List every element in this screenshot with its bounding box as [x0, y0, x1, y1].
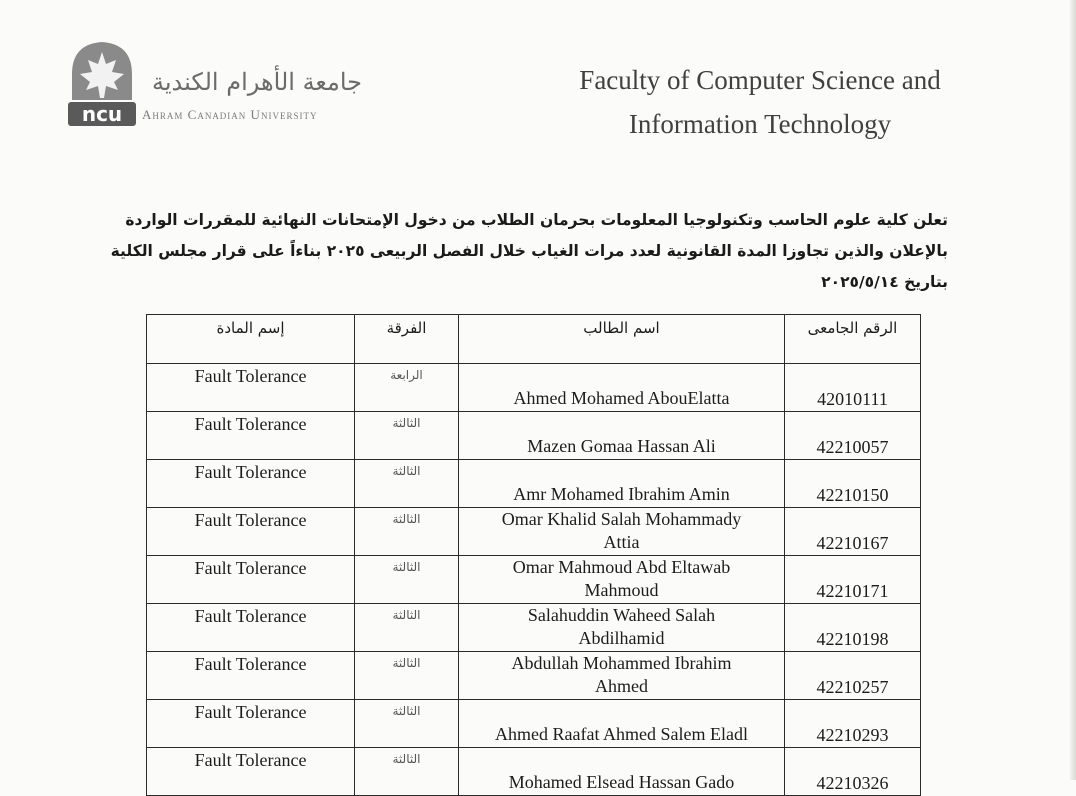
header-student-id: الرقم الجامعى: [785, 315, 921, 364]
cell-student-id: 42210057: [785, 412, 921, 460]
table-row: [147, 508, 921, 556]
cell-year: الثالثة: [355, 748, 459, 796]
cell-student-id: 42210171: [785, 556, 921, 604]
student-name-line-1: Abdullah Mohammed Ibrahim: [511, 653, 732, 673]
student-name-line-1: [459, 700, 784, 723]
logo-letters: ncu: [81, 102, 123, 126]
cell-student-id: 42210167: [785, 508, 921, 556]
announcement-line-3: بتاريخ ٢٠٢٥/٥/١٤: [821, 273, 948, 291]
cell-year: الثالثة: [355, 412, 459, 460]
student-name-line-2: Ahmed Raafat Ahmed Salem Eladl: [495, 724, 748, 744]
university-name-arabic: جامعة الأهرام الكندية: [151, 68, 363, 96]
cell-student-id: 42210198: [785, 604, 921, 652]
cell-year: الثالثة: [355, 604, 459, 652]
cell-year: الثالثة: [355, 652, 459, 700]
cell-student-name: [459, 508, 785, 556]
student-name-line-2: Ahmed: [595, 676, 648, 696]
student-name-line-2: Abdilhamid: [578, 628, 665, 648]
student-name-line-1: [459, 460, 784, 483]
cell-subject: Fault Tolerance: [147, 508, 355, 556]
faculty-title: [540, 58, 980, 146]
cell-student-name: [459, 604, 785, 652]
table-row: [147, 700, 921, 748]
student-name-line-1: Salahuddin Waheed Salah: [527, 605, 716, 625]
cell-year: الرابعة: [355, 364, 459, 412]
table-row: [147, 604, 921, 652]
maple-leaf-logo-icon: [66, 38, 138, 130]
cell-student-id: 42210150: [785, 460, 921, 508]
header-student-name: اسم الطالب: [459, 315, 785, 364]
student-name-line-1: [459, 364, 784, 387]
announcement-line-2: بالإعلان والذين تجاوزا المدة القانونية لعدد مرات الغياب خلال الفصل الربيعى ٢٠٢٥ بناءاً على قرار مجلس الكلية: [110, 242, 948, 260]
student-name-line-1: Omar Mahmoud Abd Eltawab: [512, 557, 731, 577]
table-row: [147, 652, 921, 700]
cell-year: الثالثة: [355, 460, 459, 508]
cell-student-name: [459, 556, 785, 604]
cell-subject: Fault Tolerance: [147, 412, 355, 460]
cell-student-name: [459, 700, 785, 748]
cell-subject: Fault Tolerance: [147, 364, 355, 412]
cell-student-name: [459, 364, 785, 412]
student-name-line-1: [459, 412, 784, 435]
deprived-students-table: [146, 314, 921, 796]
cell-year: الثالثة: [355, 700, 459, 748]
cell-year: الثالثة: [355, 508, 459, 556]
cell-subject: Fault Tolerance: [147, 748, 355, 796]
table-header-row: [147, 315, 921, 364]
student-name-line-2: Mahmoud: [584, 580, 659, 600]
page-edge-shadow: [1070, 0, 1076, 780]
student-name-line-2: Mazen Gomaa Hassan Ali: [527, 436, 716, 456]
cell-student-name: [459, 412, 785, 460]
table-row: [147, 364, 921, 412]
cell-subject: Fault Tolerance: [147, 556, 355, 604]
cell-subject: Fault Tolerance: [147, 652, 355, 700]
faculty-title-line2: Information Technology: [628, 109, 892, 139]
table-row: [147, 460, 921, 508]
cell-student-id: 42210257: [785, 652, 921, 700]
header-year: الفرقة: [355, 315, 459, 364]
header-subject: إسم المادة: [147, 315, 355, 364]
cell-student-id: 42010111: [785, 364, 921, 412]
table-row: [147, 412, 921, 460]
cell-subject: Fault Tolerance: [147, 460, 355, 508]
student-name-line-2: Ahmed Mohamed AbouElatta: [513, 388, 730, 408]
cell-subject: Fault Tolerance: [147, 700, 355, 748]
table-row: [147, 556, 921, 604]
faculty-title-line1: Faculty of Computer Science and: [579, 65, 941, 95]
cell-student-name: [459, 460, 785, 508]
announcement-text: [110, 205, 948, 298]
cell-student-name: [459, 748, 785, 796]
cell-subject: Fault Tolerance: [147, 604, 355, 652]
cell-student-name: [459, 652, 785, 700]
university-name-english: Ahram Canadian University: [142, 107, 318, 122]
student-name-line-1: Omar Khalid Salah Mohammady: [501, 509, 742, 529]
university-logo: [66, 38, 386, 138]
cell-year: الثالثة: [355, 556, 459, 604]
student-name-line-1: [459, 748, 784, 771]
cell-student-id: 42210326: [785, 748, 921, 796]
student-name-line-2: Amr Mohamed Ibrahim Amin: [513, 484, 730, 504]
student-name-line-2: Mohamed Elsead Hassan Gado: [508, 772, 735, 792]
cell-student-id: 42210293: [785, 700, 921, 748]
announcement-line-1: تعلن كلية علوم الحاسب وتكنولوجيا المعلومات بحرمان الطلاب من دخول الإمتحانات النهائية للمقررات الواردة: [125, 211, 948, 229]
table-row: [147, 748, 921, 796]
student-name-line-2: Attia: [603, 532, 640, 552]
